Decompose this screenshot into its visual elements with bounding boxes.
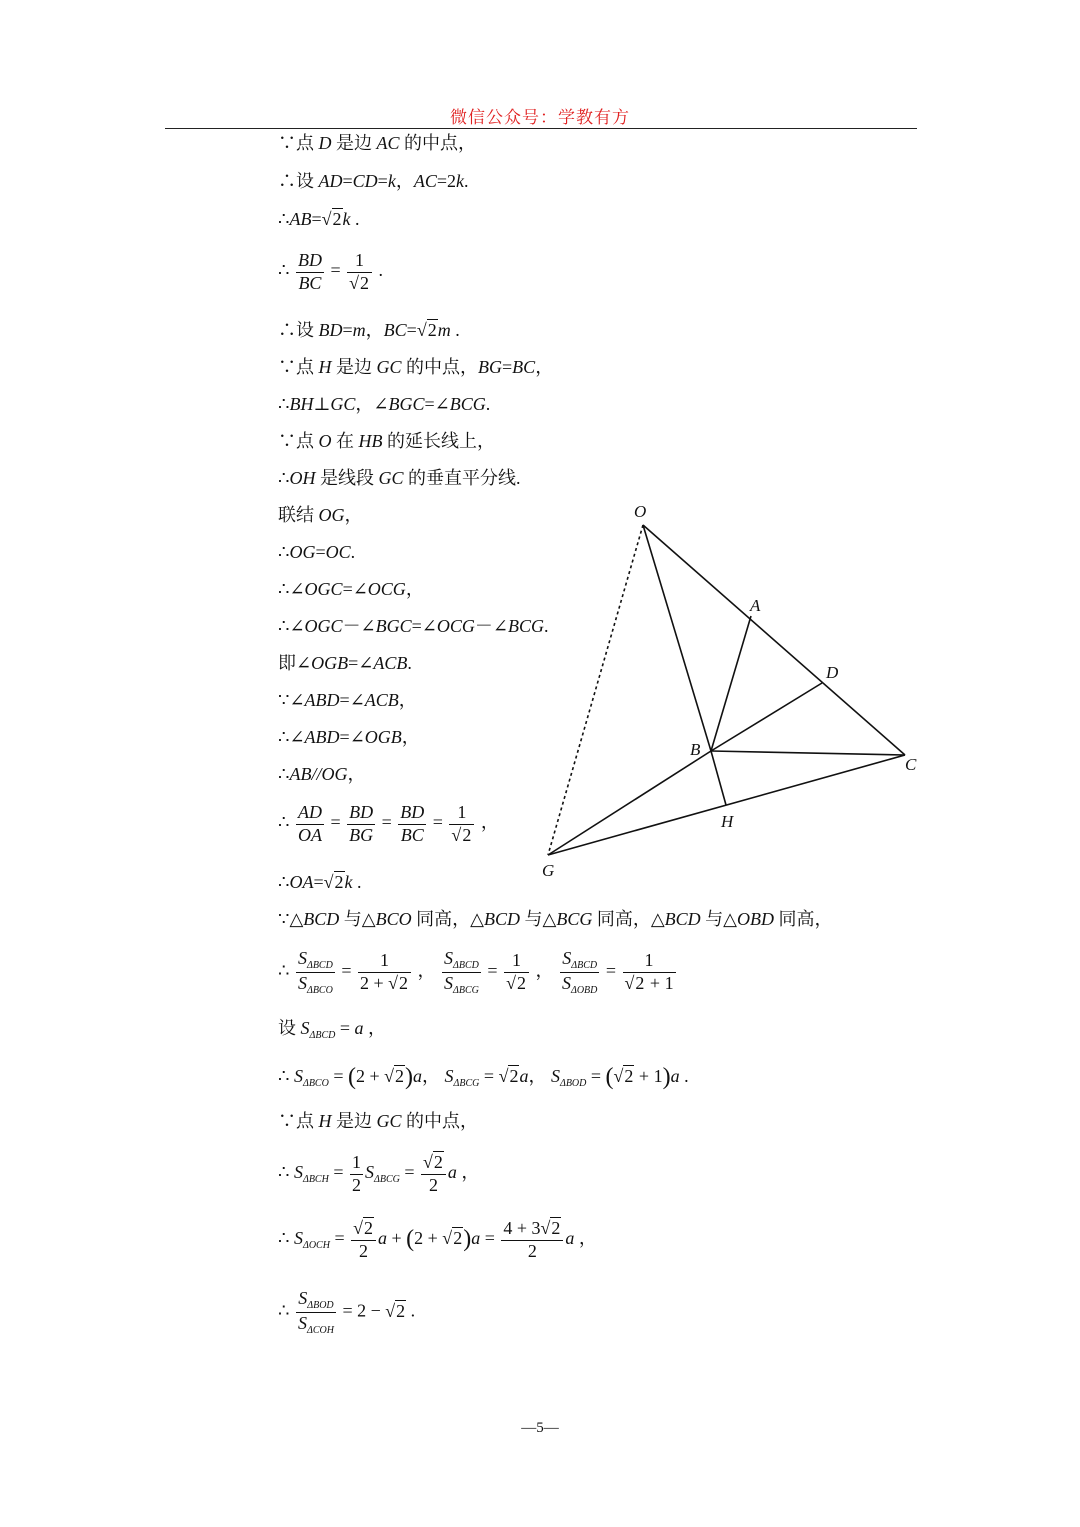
t: ， bbox=[344, 505, 363, 525]
t: = bbox=[341, 960, 352, 981]
t: . bbox=[350, 542, 356, 562]
t: 与△ bbox=[519, 909, 557, 929]
sqrt: √2 bbox=[388, 973, 409, 993]
t: a bbox=[471, 1228, 481, 1249]
t: 2 bbox=[359, 1240, 369, 1261]
t: AD bbox=[296, 802, 324, 825]
label-C: C bbox=[905, 755, 917, 774]
t: ∵点 bbox=[278, 133, 319, 153]
t: 的中点， bbox=[401, 357, 479, 377]
t: 是边 bbox=[331, 357, 377, 377]
t: ΔBCD bbox=[571, 960, 598, 971]
t: AB//OG bbox=[289, 764, 348, 784]
t: ∴ bbox=[278, 209, 290, 229]
t: OH bbox=[289, 468, 316, 488]
t: OGB bbox=[364, 727, 402, 747]
t: 与△ bbox=[700, 909, 738, 929]
t: ∴ bbox=[278, 1228, 294, 1249]
t: BG bbox=[478, 357, 503, 377]
t: . bbox=[679, 1066, 689, 1086]
t: CD bbox=[352, 171, 378, 191]
t: ΔBCG bbox=[453, 1078, 480, 1089]
t: OA bbox=[297, 824, 322, 845]
t: 2 bbox=[462, 824, 472, 845]
t: BCG bbox=[508, 616, 544, 636]
t: 1 bbox=[449, 802, 474, 825]
t: = bbox=[328, 1066, 348, 1086]
t: H bbox=[318, 1111, 332, 1131]
sqrt: √2 bbox=[613, 1066, 634, 1086]
t: 1 bbox=[350, 1152, 363, 1175]
t: = bbox=[502, 357, 513, 377]
t: AB bbox=[289, 209, 312, 229]
t: －∠ bbox=[342, 616, 376, 636]
t: . bbox=[406, 1300, 416, 1321]
t: GC bbox=[378, 468, 404, 488]
t: = bbox=[479, 1066, 499, 1086]
t: ∴ bbox=[278, 960, 290, 981]
sqrt: √2 bbox=[349, 272, 369, 293]
t: 2 bbox=[351, 1174, 361, 1195]
t: k bbox=[344, 872, 353, 892]
t: ∴∠ bbox=[278, 579, 305, 599]
t: 2 + bbox=[359, 973, 389, 993]
t: O bbox=[318, 431, 332, 451]
t: ， bbox=[363, 1018, 387, 1038]
segment-GB bbox=[548, 751, 711, 855]
t: BD bbox=[318, 320, 343, 340]
t: + 1 bbox=[645, 973, 674, 993]
t: D bbox=[318, 133, 332, 153]
t: ， bbox=[417, 960, 436, 981]
segment-GC bbox=[548, 755, 905, 855]
t: S bbox=[562, 948, 572, 968]
t: . bbox=[378, 260, 383, 281]
t: BD bbox=[347, 802, 375, 825]
sqrt: √2 bbox=[540, 1218, 561, 1238]
t: 4 + 3 bbox=[503, 1218, 541, 1238]
t: ， bbox=[398, 690, 417, 710]
t: =∠ bbox=[342, 579, 368, 599]
t: BGC bbox=[388, 394, 425, 414]
t: BC bbox=[298, 272, 322, 293]
t: 2 + bbox=[355, 1066, 385, 1086]
t: 1 bbox=[358, 950, 411, 973]
t: . bbox=[350, 209, 360, 229]
t: HB bbox=[358, 431, 383, 451]
t: OG bbox=[318, 505, 345, 525]
t: ACB bbox=[373, 653, 408, 673]
t: S bbox=[444, 1066, 454, 1086]
t: ΔBCD bbox=[306, 960, 333, 971]
t: ∴设 bbox=[278, 171, 319, 191]
t: 2 bbox=[453, 1228, 463, 1249]
t: = bbox=[399, 1162, 420, 1183]
t: GC bbox=[376, 1111, 402, 1131]
t: ∴ bbox=[278, 764, 290, 784]
t: a bbox=[447, 1162, 457, 1183]
t: + 1 bbox=[634, 1066, 663, 1086]
t: 2 bbox=[427, 320, 437, 340]
t: ， bbox=[535, 357, 554, 377]
sqrt: √2 bbox=[451, 824, 472, 845]
t: ， bbox=[574, 1228, 597, 1249]
t: S bbox=[550, 1066, 560, 1086]
t: = bbox=[381, 812, 392, 833]
t: = bbox=[330, 812, 341, 833]
t: OCG bbox=[367, 579, 406, 599]
t: 与△ bbox=[339, 909, 376, 929]
t: 2 bbox=[395, 1066, 405, 1086]
t: =∠ bbox=[339, 727, 365, 747]
t: = bbox=[377, 171, 388, 191]
t: . bbox=[352, 872, 362, 892]
t: 是线段 bbox=[315, 468, 379, 488]
sqrt: √2 bbox=[506, 973, 526, 993]
t: = bbox=[487, 960, 498, 981]
t: 2 bbox=[433, 1152, 443, 1172]
t: ∵点 bbox=[278, 1111, 319, 1131]
t: 2 bbox=[428, 1174, 438, 1195]
t: 联结 bbox=[278, 505, 319, 525]
t: 同高，△ bbox=[592, 909, 665, 929]
t: . bbox=[464, 171, 469, 191]
t: S bbox=[297, 1313, 307, 1333]
t: ∵点 bbox=[278, 431, 319, 451]
t: BCO bbox=[375, 909, 412, 929]
t: ( bbox=[406, 1226, 415, 1253]
t: =2 bbox=[436, 171, 456, 191]
t: = bbox=[406, 320, 417, 340]
t: BC bbox=[512, 357, 536, 377]
t: ΔBOD bbox=[559, 1078, 587, 1089]
t: S bbox=[444, 973, 454, 993]
t: =∠ bbox=[348, 653, 374, 673]
t: 即∠ bbox=[278, 653, 312, 673]
sqrt: √2 bbox=[385, 1300, 406, 1321]
t: GC bbox=[376, 357, 402, 377]
t: = bbox=[329, 1228, 350, 1249]
t: = bbox=[315, 542, 326, 562]
t: 的垂直平分线. bbox=[403, 468, 521, 488]
t: 是边 bbox=[331, 133, 377, 153]
t: BCG bbox=[449, 394, 486, 414]
header-title: 微信公众号：学教有方 bbox=[450, 108, 630, 128]
sqrt: √2 bbox=[323, 872, 344, 892]
t: =∠ bbox=[411, 616, 437, 636]
segment-OC bbox=[643, 525, 905, 755]
t: ΔBCD bbox=[453, 960, 479, 971]
t: BGC bbox=[375, 616, 412, 636]
t: = bbox=[480, 1228, 500, 1249]
t: OA bbox=[289, 872, 314, 892]
t: ) bbox=[405, 1064, 414, 1090]
sqrt: √2 bbox=[321, 209, 342, 229]
t: = bbox=[342, 320, 353, 340]
t: 2 bbox=[332, 209, 342, 229]
t: ∴ bbox=[278, 1300, 294, 1321]
t: 2 bbox=[551, 1218, 561, 1238]
t: BC bbox=[400, 824, 424, 845]
t: 2 bbox=[399, 973, 409, 993]
t: ) bbox=[662, 1064, 671, 1090]
t: ， bbox=[395, 171, 414, 191]
sqrt: √2 bbox=[423, 1152, 443, 1172]
t: BCD bbox=[303, 909, 340, 929]
t: ∴ bbox=[278, 394, 290, 414]
t: k bbox=[342, 209, 351, 229]
t: 2 bbox=[360, 272, 369, 293]
t: ACB bbox=[364, 690, 399, 710]
t: . bbox=[485, 394, 491, 414]
t: AD bbox=[318, 171, 343, 191]
sqrt: √2 bbox=[353, 1218, 373, 1238]
t: S bbox=[298, 1288, 308, 1308]
t: ， bbox=[347, 764, 366, 784]
sqrt: √2 bbox=[416, 320, 437, 340]
label-B: B bbox=[690, 740, 701, 759]
t: ， bbox=[480, 812, 499, 833]
t: ，∠ bbox=[355, 394, 389, 414]
page-number: —5— bbox=[521, 1420, 559, 1436]
label-G: G bbox=[542, 861, 555, 880]
sqrt: √2 bbox=[498, 1066, 519, 1086]
t: 2 bbox=[396, 1300, 406, 1321]
t: ， bbox=[405, 579, 424, 599]
t: 2 bbox=[363, 1218, 373, 1238]
t: ∴ bbox=[278, 1066, 294, 1086]
t: ) bbox=[463, 1226, 472, 1253]
t: 的中点， bbox=[399, 133, 477, 153]
t: a bbox=[354, 1018, 364, 1038]
t: 1 bbox=[504, 950, 529, 973]
t: AC bbox=[413, 171, 437, 191]
t: ΔOCH bbox=[302, 1240, 330, 1252]
t: ΔBCH bbox=[302, 1174, 329, 1186]
t: S bbox=[364, 1162, 374, 1183]
segment-BC bbox=[711, 751, 905, 755]
t: ， bbox=[365, 320, 384, 340]
t: ， bbox=[422, 1066, 441, 1086]
t: = bbox=[328, 1162, 348, 1183]
t: ∴ bbox=[278, 812, 290, 833]
t: ΔBCG bbox=[373, 1174, 400, 1186]
segment-OB bbox=[643, 525, 711, 751]
t: 2 bbox=[635, 973, 645, 993]
t: 的中点， bbox=[401, 1111, 479, 1131]
t: S bbox=[561, 973, 571, 993]
t: m bbox=[352, 320, 366, 340]
t: . bbox=[450, 320, 460, 340]
t: ΔBOD bbox=[307, 1300, 334, 1311]
label-D: D bbox=[826, 663, 839, 682]
t: ΔBCG bbox=[453, 985, 479, 996]
sqrt: √2 bbox=[442, 1228, 463, 1249]
t: =∠ bbox=[424, 394, 450, 414]
t: 2 bbox=[516, 973, 526, 993]
t: = bbox=[313, 872, 324, 892]
t: BH bbox=[289, 394, 314, 414]
t: k bbox=[387, 171, 396, 191]
t: ， bbox=[456, 1162, 480, 1183]
sqrt: √2 bbox=[624, 973, 645, 993]
t: 同高，△ bbox=[411, 909, 484, 929]
t: H bbox=[318, 357, 332, 377]
t: = bbox=[605, 960, 617, 981]
t: S bbox=[297, 973, 307, 993]
t: 设 bbox=[278, 1018, 301, 1038]
t: BCD bbox=[664, 909, 701, 929]
t: ∴∠ bbox=[278, 727, 305, 747]
t: ∵∠ bbox=[278, 690, 305, 710]
t: ABD bbox=[304, 690, 340, 710]
t: BG bbox=[349, 824, 374, 845]
t: ΔBCO bbox=[306, 985, 333, 996]
label-H: H bbox=[721, 812, 734, 831]
t: －∠ bbox=[474, 616, 508, 636]
t: ， bbox=[401, 727, 420, 747]
t: ∵△ bbox=[278, 909, 304, 929]
t: ∴设 bbox=[278, 320, 319, 340]
t: 的延长线上， bbox=[382, 431, 495, 451]
t: OCG bbox=[436, 616, 475, 636]
t: 2 bbox=[509, 1066, 519, 1086]
t: = bbox=[335, 1018, 355, 1038]
t: S bbox=[444, 948, 454, 968]
sqrt: √2 bbox=[384, 1066, 405, 1086]
t: ( bbox=[347, 1064, 356, 1090]
t: OC bbox=[325, 542, 351, 562]
t: 2 bbox=[334, 872, 344, 892]
t: GC bbox=[330, 394, 356, 414]
t: = bbox=[432, 812, 443, 833]
label-O: O bbox=[634, 502, 647, 521]
t: ∴ bbox=[278, 542, 290, 562]
t: OGC bbox=[304, 616, 343, 636]
t: BCG bbox=[556, 909, 593, 929]
t: + bbox=[386, 1228, 407, 1249]
t: BD bbox=[296, 250, 324, 273]
t: ΔBCO bbox=[302, 1078, 329, 1089]
t: ∴ bbox=[278, 260, 290, 281]
t: S bbox=[297, 948, 307, 968]
t: OG bbox=[289, 542, 316, 562]
t: OBD bbox=[737, 909, 775, 929]
t: ⊥ bbox=[313, 394, 331, 414]
t: = bbox=[311, 209, 322, 229]
t: = bbox=[586, 1066, 606, 1086]
t: ∴ bbox=[278, 1162, 294, 1183]
t: ΔCOH bbox=[306, 1325, 334, 1336]
t: = 2 − bbox=[337, 1300, 386, 1321]
t: ( bbox=[605, 1064, 614, 1090]
t: = bbox=[330, 260, 341, 281]
t: ΔBCD bbox=[309, 1030, 336, 1041]
t: k bbox=[456, 171, 464, 191]
t: 2 + bbox=[414, 1228, 443, 1249]
t: ΔOBD bbox=[570, 985, 598, 996]
t: ∴∠ bbox=[278, 616, 305, 636]
t: S bbox=[293, 1162, 303, 1183]
t: a bbox=[377, 1228, 387, 1249]
t: =∠ bbox=[339, 690, 365, 710]
t: . bbox=[544, 616, 549, 636]
t: ∵点 bbox=[278, 357, 319, 377]
t: = bbox=[342, 171, 353, 191]
t: BD bbox=[398, 802, 426, 825]
t: ， bbox=[528, 1066, 547, 1086]
t: 1 bbox=[347, 250, 372, 273]
label-A: A bbox=[750, 596, 761, 615]
t: BC bbox=[383, 320, 407, 340]
t: 2 bbox=[624, 1066, 634, 1086]
t: a bbox=[519, 1066, 529, 1086]
t: BCD bbox=[483, 909, 520, 929]
segment-OG-dashed bbox=[548, 525, 643, 855]
t: m bbox=[437, 320, 451, 340]
segment-BH bbox=[711, 751, 726, 805]
t: ABD bbox=[304, 727, 340, 747]
t: AC bbox=[376, 133, 400, 153]
t: S bbox=[300, 1018, 310, 1038]
t: ∴ bbox=[278, 468, 290, 488]
t: 是边 bbox=[331, 1111, 377, 1131]
t: a bbox=[413, 1066, 423, 1086]
t: OGB bbox=[311, 653, 349, 673]
t: . bbox=[407, 653, 412, 673]
t: S bbox=[293, 1228, 303, 1249]
t: 1 bbox=[623, 950, 676, 973]
t: 2 bbox=[527, 1240, 537, 1261]
t: 同高， bbox=[774, 909, 833, 929]
t: 在 bbox=[331, 431, 359, 451]
t: ∴ bbox=[278, 872, 290, 892]
t: a bbox=[670, 1066, 680, 1086]
t: S bbox=[293, 1066, 303, 1086]
t: OGC bbox=[304, 579, 343, 599]
t: ， bbox=[535, 960, 554, 981]
t: a bbox=[565, 1228, 575, 1249]
